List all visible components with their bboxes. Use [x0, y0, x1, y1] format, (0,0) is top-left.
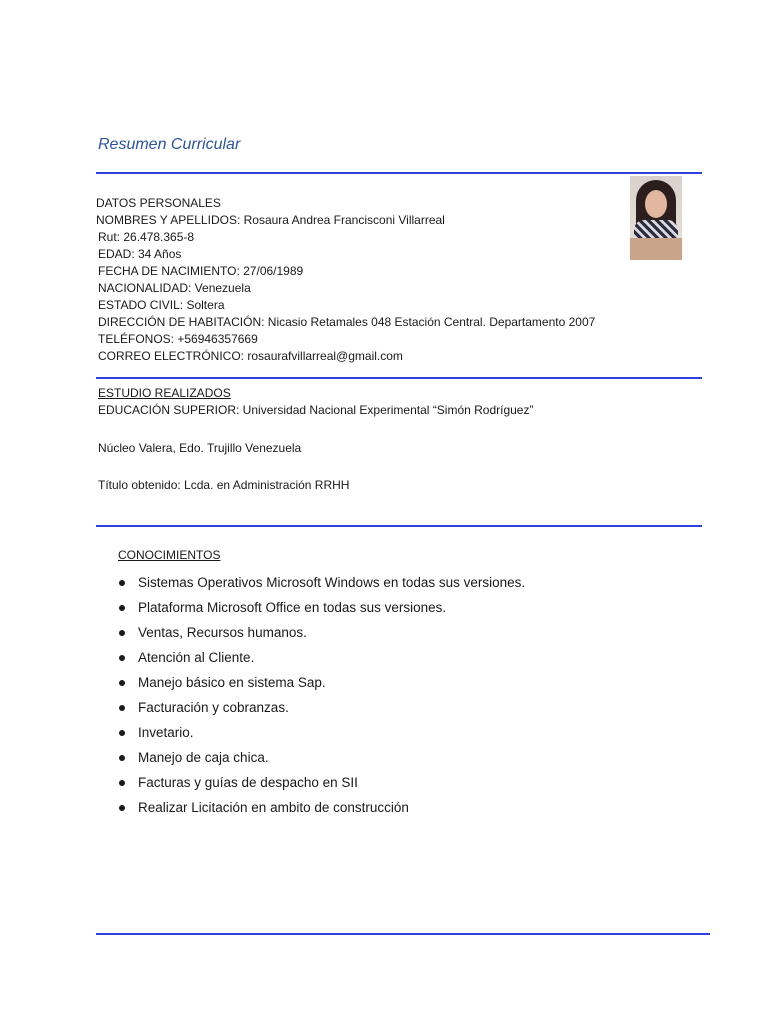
list-item: Facturas y guías de despacho en SII	[118, 774, 525, 799]
personal-nationality: NACIONALIDAD: Venezuela	[98, 281, 251, 295]
personal-email: CORREO ELECTRÓNICO: rosaurafvillarreal@gmail.com	[98, 349, 403, 363]
skills-list	[118, 574, 525, 824]
education-degree: Título obtenido: Lcda. en Administración RRHH	[98, 478, 350, 492]
personal-rut: Rut: 26.478.365-8	[98, 230, 195, 244]
list-item: Realizar Licitación en ambito de construcción	[118, 799, 525, 824]
divider-top	[96, 172, 702, 174]
skills-heading: CONOCIMIENTOS	[118, 548, 221, 562]
list-item: Plataforma Microsoft Office en todas sus versiones.	[118, 599, 525, 624]
personal-address: DIRECCIÓN DE HABITACIÓN: Nicasio Retamales 048 Estación Central. Departamento 2007	[98, 315, 596, 329]
divider-education	[96, 525, 702, 527]
list-item: Sistemas Operativos Microsoft Windows en todas sus versiones.	[118, 574, 525, 599]
list-item: Atención al Cliente.	[118, 649, 525, 674]
education-institution: EDUCACIÓN SUPERIOR: Universidad Nacional Experimental “Simón Rodríguez”	[98, 403, 534, 417]
personal-name: NOMBRES Y APELLIDOS: Rosaura Andrea Francisconi Villarreal	[96, 213, 445, 227]
list-item: Manejo de caja chica.	[118, 749, 525, 774]
personal-civil-status: ESTADO CIVIL: Soltera	[98, 298, 225, 312]
education-heading: ESTUDIO REALIZADOS	[98, 386, 231, 400]
profile-photo	[630, 176, 682, 260]
personal-phone: TELÉFONOS: +56946357669	[98, 332, 258, 346]
personal-age: EDAD: 34 Años	[98, 247, 182, 261]
divider-personal	[96, 377, 702, 379]
page-title: Resumen Curricular	[98, 136, 241, 153]
education-campus: Núcleo Valera, Edo. Trujillo Venezuela	[98, 441, 302, 455]
list-item: Ventas, Recursos humanos.	[118, 624, 525, 649]
list-item: Facturación y cobranzas.	[118, 699, 525, 724]
list-item: Manejo básico en sistema Sap.	[118, 674, 525, 699]
list-item: Invetario.	[118, 724, 525, 749]
personal-birthdate: FECHA DE NACIMIENTO: 27/06/1989	[98, 264, 304, 278]
divider-bottom	[96, 933, 710, 935]
personal-heading: DATOS PERSONALES	[96, 196, 221, 210]
